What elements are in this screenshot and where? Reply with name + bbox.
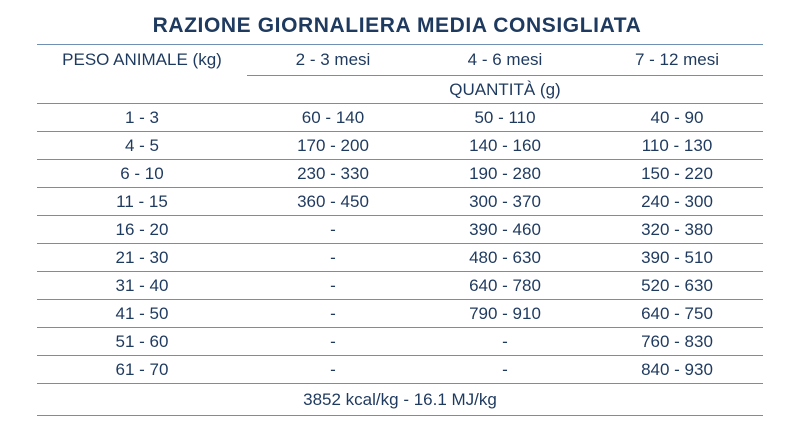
- weight-cell: 11 - 15: [37, 188, 247, 216]
- table-row: [37, 356, 763, 384]
- quantity-cell-2-3: 230 - 330: [247, 160, 419, 188]
- table-row: [37, 132, 763, 160]
- table-row: [37, 300, 763, 328]
- quantity-cell-4-6: 390 - 460: [419, 216, 591, 244]
- quantity-cell-2-3: 170 - 200: [247, 132, 419, 160]
- energy-footer: 3852 kcal/kg - 16.1 MJ/kg: [37, 384, 763, 416]
- table-row: [37, 328, 763, 356]
- quantity-cell-4-6: 300 - 370: [419, 188, 591, 216]
- quantity-cell-2-3: -: [247, 244, 419, 272]
- quantity-cell-2-3: -: [247, 328, 419, 356]
- weight-cell: 6 - 10: [37, 160, 247, 188]
- quantity-cell-2-3: -: [247, 300, 419, 328]
- quantity-cell-7-12: 760 - 830: [591, 328, 763, 356]
- quantity-cell-4-6: 50 - 110: [419, 104, 591, 132]
- quantity-cell-2-3: 60 - 140: [247, 104, 419, 132]
- quantity-cell-7-12: 640 - 750: [591, 300, 763, 328]
- quantity-cell-4-6: 190 - 280: [419, 160, 591, 188]
- quantity-cell-4-6: 140 - 160: [419, 132, 591, 160]
- quantity-cell-7-12: 110 - 130: [591, 132, 763, 160]
- age-header-2-3: 2 - 3 mesi: [247, 45, 419, 76]
- weight-cell: 41 - 50: [37, 300, 247, 328]
- weight-cell: 21 - 30: [37, 244, 247, 272]
- ration-table-body: [37, 45, 763, 416]
- quantity-cell-2-3: -: [247, 216, 419, 244]
- weight-cell: 4 - 5: [37, 132, 247, 160]
- weight-cell: 61 - 70: [37, 356, 247, 384]
- age-header-4-6: 4 - 6 mesi: [419, 45, 591, 76]
- quantity-cell-4-6: 640 - 780: [419, 272, 591, 300]
- weight-cell: 1 - 3: [37, 104, 247, 132]
- energy-footer-row: [37, 384, 763, 416]
- quantity-cell-4-6: 480 - 630: [419, 244, 591, 272]
- quantity-cell-7-12: 520 - 630: [591, 272, 763, 300]
- weight-cell: 16 - 20: [37, 216, 247, 244]
- quantity-cell-7-12: 840 - 930: [591, 356, 763, 384]
- quantity-cell-7-12: 320 - 380: [591, 216, 763, 244]
- quantity-cell-7-12: 150 - 220: [591, 160, 763, 188]
- weight-cell: 51 - 60: [37, 328, 247, 356]
- table-row: [37, 272, 763, 300]
- quantity-cell-2-3: -: [247, 272, 419, 300]
- weight-header-spacer: [37, 76, 247, 104]
- ration-table: [37, 44, 763, 416]
- quantity-cell-7-12: 240 - 300: [591, 188, 763, 216]
- quantity-cell-4-6: -: [419, 356, 591, 384]
- table-row: [37, 188, 763, 216]
- table-row: [37, 104, 763, 132]
- quantity-cell-2-3: -: [247, 356, 419, 384]
- table-row: [37, 160, 763, 188]
- weight-cell: 31 - 40: [37, 272, 247, 300]
- header-row-quantity: [37, 76, 763, 104]
- quantity-cell-7-12: 40 - 90: [591, 104, 763, 132]
- quantity-cell-4-6: -: [419, 328, 591, 356]
- header-row-ages: [37, 45, 763, 76]
- table-row: [37, 216, 763, 244]
- table-row: [37, 244, 763, 272]
- quantity-header: QUANTITÀ (g): [247, 76, 763, 104]
- quantity-cell-2-3: 360 - 450: [247, 188, 419, 216]
- quantity-cell-7-12: 390 - 510: [591, 244, 763, 272]
- table-title: RAZIONE GIORNALIERA MEDIA CONSIGLIATA: [152, 14, 642, 37]
- weight-header: PESO ANIMALE (kg): [37, 45, 247, 76]
- age-header-7-12: 7 - 12 mesi: [591, 45, 763, 76]
- quantity-cell-4-6: 790 - 910: [419, 300, 591, 328]
